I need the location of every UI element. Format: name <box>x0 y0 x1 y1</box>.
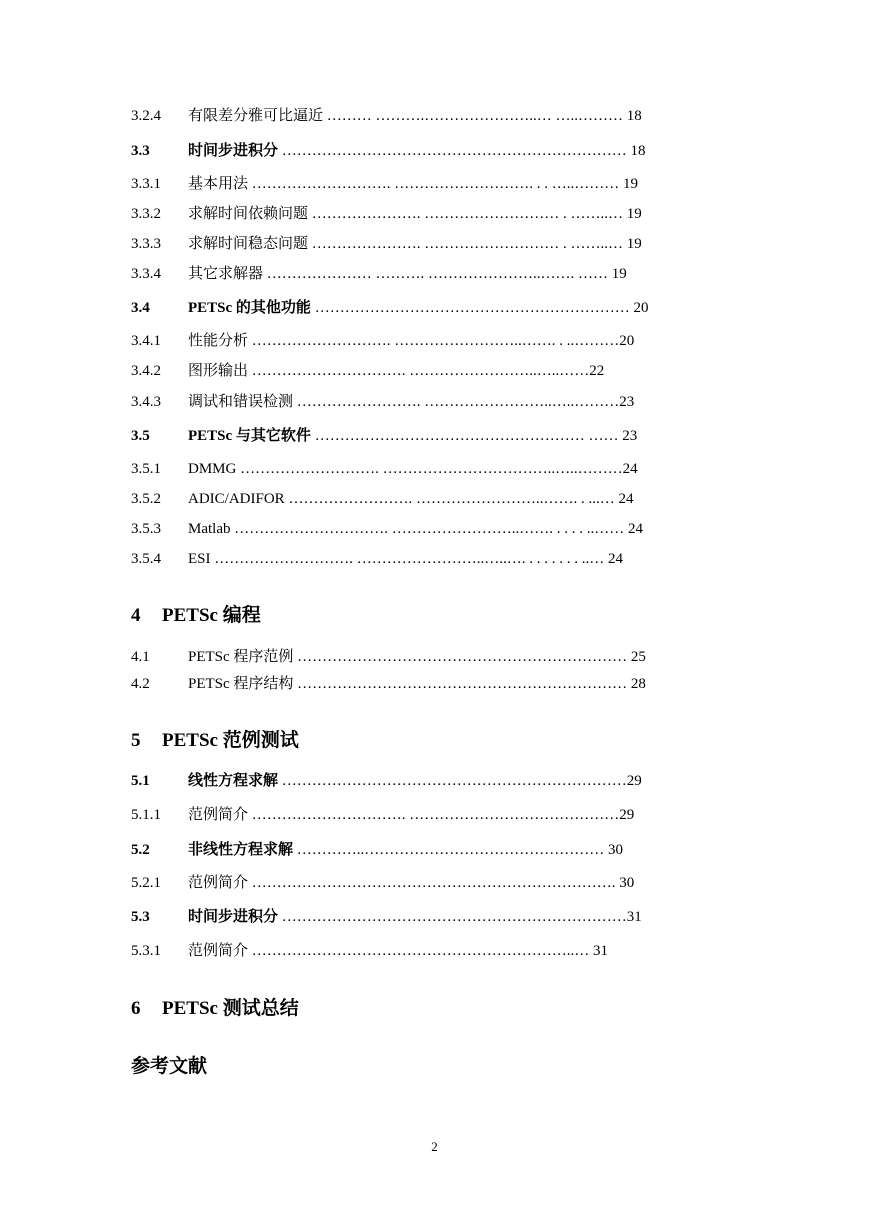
entry-page: 19 <box>623 176 639 192</box>
toc-entry-3-4-1[interactable] <box>131 331 634 351</box>
chapter-heading-4[interactable] <box>131 604 261 628</box>
chapter-title: PETSc 编程 <box>162 605 261 626</box>
toc-entry-5-1-1[interactable] <box>131 805 634 825</box>
toc-entry-3-4[interactable] <box>131 298 648 318</box>
entry-title: ESI <box>188 551 211 567</box>
leader-dots: ……… ……….…………………..… …..……… <box>323 108 627 124</box>
toc-entry-5-3[interactable] <box>131 907 642 927</box>
entry-number: 4.1 <box>131 649 150 665</box>
entry-title: 其它求解器 <box>188 266 264 282</box>
entry-page: 24 <box>608 551 623 567</box>
entry-number: 3.3.1 <box>131 176 161 192</box>
entry-page: 30 <box>619 875 635 891</box>
leader-dots: …………………………………………………………… <box>278 909 627 925</box>
entry-title: PETSc 程序范例 <box>188 649 294 665</box>
entry-page: 31 <box>626 909 642 925</box>
entry-page: 29 <box>626 773 642 789</box>
entry-title: PETSc 程序结构 <box>188 676 294 692</box>
entry-number: 3.5 <box>131 428 150 444</box>
entry-number: 3.3 <box>131 143 150 159</box>
leader-dots: ……………………. ……………………..…..……… <box>293 394 620 410</box>
entry-title: 非线性方程求解 <box>188 842 294 858</box>
toc-entry-5-2-1[interactable] <box>131 873 634 893</box>
toc-entry-3-5[interactable] <box>131 426 637 446</box>
entry-title: 调试和错误检测 <box>188 394 294 410</box>
entry-number: 5.3.1 <box>131 943 161 959</box>
toc-entry-3-5-1[interactable] <box>131 459 638 479</box>
entry-number: 3.3.4 <box>131 266 161 282</box>
toc-entry-5-1[interactable] <box>131 771 642 791</box>
leader-dots: ………………… ………. …………………..……. …… <box>263 266 612 282</box>
entry-number: 3.5.3 <box>131 521 161 537</box>
entry-page: 28 <box>630 676 646 692</box>
entry-number: 3.3.2 <box>131 206 161 222</box>
page-number: 2 <box>431 1139 438 1154</box>
entry-page: 19 <box>626 236 642 252</box>
entry-title: 性能分析 <box>188 333 249 349</box>
entry-number: 3.5.1 <box>131 461 161 477</box>
entry-title: DMMG <box>188 461 237 477</box>
entry-page: 29 <box>619 807 635 823</box>
entry-number: 3.5.4 <box>131 551 161 567</box>
leader-dots: ………………………………………………………… <box>293 676 631 692</box>
entry-page: 31 <box>593 943 609 959</box>
entry-title: 图形输出 <box>188 363 249 379</box>
entry-number: 5.1.1 <box>131 807 161 823</box>
entry-page: 24 <box>618 491 634 507</box>
entry-number: 5.3 <box>131 909 150 925</box>
entry-title: ADIC/ADIFOR <box>188 491 285 507</box>
entry-number: 3.4.3 <box>131 394 161 410</box>
toc-entry-3-5-4[interactable] <box>131 549 623 569</box>
entry-title: 有限差分雅可比逼近 <box>188 108 324 124</box>
toc-entry-3-3-1[interactable] <box>131 174 638 194</box>
entry-title: 时间步进积分 <box>188 143 279 159</box>
leader-dots: ………………………. ……………………..…..…. . . . . . . . ..… <box>210 551 608 567</box>
entry-page: 25 <box>630 649 646 665</box>
entry-page: 19 <box>626 206 642 222</box>
toc-entry-3-3-4[interactable] <box>131 264 627 284</box>
leader-dots: …………………………. ……………………..…..…… <box>248 363 590 379</box>
toc-entry-3-4-3[interactable] <box>131 392 634 412</box>
entry-number: 3.4.2 <box>131 363 161 379</box>
toc-entry-3-3-3[interactable] <box>131 234 642 254</box>
entry-title: 基本用法 <box>188 176 249 192</box>
entry-title: Matlab <box>188 521 231 537</box>
leader-dots: ……………………………………………………… <box>310 300 634 316</box>
chapter-number: 4 <box>131 605 141 626</box>
references-heading[interactable] <box>131 1055 207 1079</box>
chapter-number: 5 <box>131 730 141 751</box>
leader-dots: ………………………………………………………..… <box>248 943 594 959</box>
chapter-title: PETSc 测试总结 <box>162 998 299 1019</box>
entry-title: 时间步进积分 <box>188 909 279 925</box>
leader-dots: …………………………………………………………… <box>278 143 631 159</box>
chapter-heading-6[interactable] <box>131 997 299 1021</box>
toc-entry-4-2[interactable] <box>131 674 646 694</box>
leader-dots: ………………………. ……………………..……. . ..……… <box>248 333 620 349</box>
entry-number: 5.1 <box>131 773 150 789</box>
entry-page: 23 <box>619 394 635 410</box>
leader-dots: …………………. ……………………… . ……..… <box>308 236 627 252</box>
toc-entry-4-1[interactable] <box>131 647 646 667</box>
toc-entry-3-5-2[interactable] <box>131 489 633 509</box>
entry-title: PETSc 与其它软件 <box>188 428 311 444</box>
entry-page: 24 <box>622 461 638 477</box>
toc-entry-3-4-2[interactable] <box>131 361 604 381</box>
entry-page: 18 <box>626 108 642 124</box>
chapter-number: 6 <box>131 998 141 1019</box>
entry-page: 20 <box>619 333 635 349</box>
leader-dots: ……………………. ……………………..……. . ...… <box>284 491 619 507</box>
leader-dots: ………………………………………………………… <box>293 649 631 665</box>
entry-title: 范例简介 <box>188 807 249 823</box>
leader-dots: …………………………. ……………………..……. . . . . ..…… <box>230 521 628 537</box>
toc-entry-3-2-4[interactable] <box>131 106 642 126</box>
entry-number: 4.2 <box>131 676 150 692</box>
entry-number: 3.4 <box>131 300 150 316</box>
leader-dots: …………..………………………………………… <box>293 842 609 858</box>
leader-dots: …………………………………………………………… <box>278 773 627 789</box>
entry-page: 30 <box>608 842 624 858</box>
chapter-heading-5[interactable] <box>131 729 299 753</box>
leader-dots: ………………………. ……………………………..…..……… <box>236 461 623 477</box>
entry-page: 24 <box>628 521 643 537</box>
entry-title: 范例简介 <box>188 875 249 891</box>
leader-dots: …………………………. …………………………………… <box>248 807 620 823</box>
entry-page: 23 <box>622 428 638 444</box>
entry-number: 5.2 <box>131 842 150 858</box>
toc-entry-3-5-3[interactable] <box>131 519 643 539</box>
entry-title: 求解时间依赖问题 <box>188 206 309 222</box>
entry-page: 22 <box>589 363 605 379</box>
toc-entry-3-3-2[interactable] <box>131 204 642 224</box>
entry-number: 5.2.1 <box>131 875 161 891</box>
leader-dots: ………………………………………………………………. <box>248 875 620 891</box>
entry-title: 求解时间稳态问题 <box>188 236 309 252</box>
toc-entry-3-3[interactable] <box>131 141 646 161</box>
entry-number: 3.5.2 <box>131 491 161 507</box>
entry-page: 19 <box>611 266 627 282</box>
entry-page: 20 <box>633 300 649 316</box>
leader-dots: ……………………………………………… …… <box>310 428 623 444</box>
entry-title: 线性方程求解 <box>188 773 279 789</box>
toc-entry-5-2[interactable] <box>131 840 623 860</box>
entry-number: 3.2.4 <box>131 108 161 124</box>
entry-title: 范例简介 <box>188 943 249 959</box>
entry-page: 18 <box>630 143 646 159</box>
entry-number: 3.3.3 <box>131 236 161 252</box>
leader-dots: …………………. ……………………… . ……..… <box>308 206 627 222</box>
leader-dots: ………………………. ………………………. . . …..……… <box>248 176 624 192</box>
chapter-title: PETSc 范例测试 <box>162 730 299 751</box>
toc-entry-5-3-1[interactable] <box>131 941 608 961</box>
entry-number: 3.4.1 <box>131 333 161 349</box>
entry-title: PETSc 的其他功能 <box>188 300 311 316</box>
references-title: 参考文献 <box>131 1056 208 1077</box>
